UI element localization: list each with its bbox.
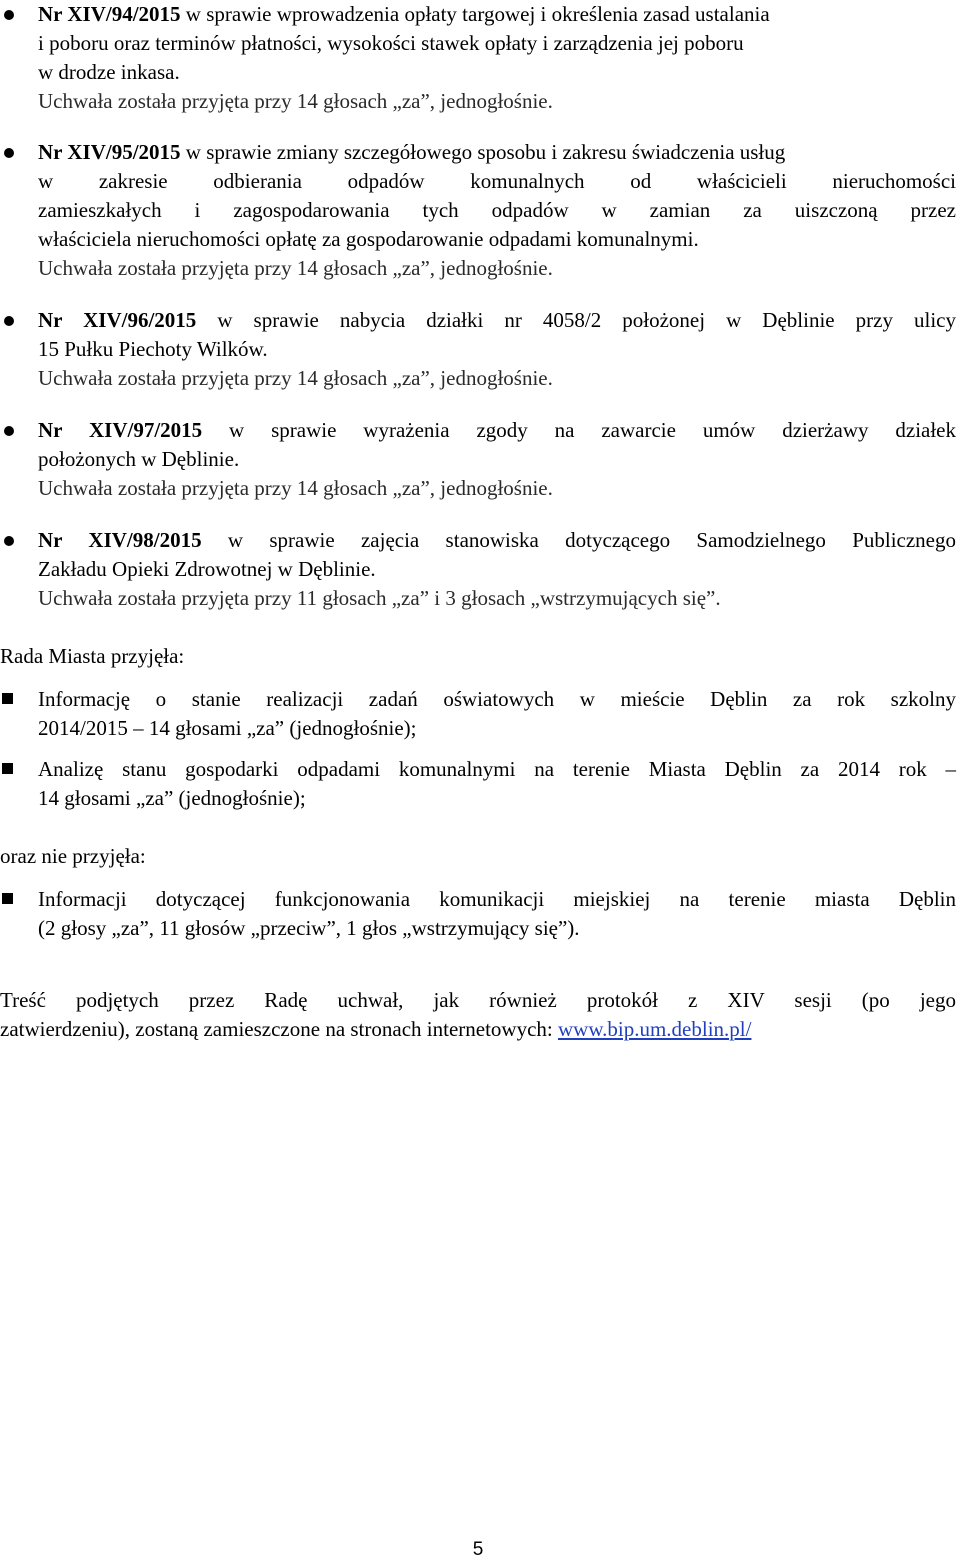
resolution-item	[38, 416, 956, 503]
bullet-dot-icon	[4, 10, 14, 20]
resolution-number: Nr XIV/98/2015	[38, 528, 202, 552]
square-bullet-icon	[2, 693, 13, 704]
resolution-subject: położonych w Dęblinie.	[38, 447, 240, 471]
resolution-subject: i poboru oraz terminów płatności, wysokości stawek opłaty i zarządzenia jej poboru	[38, 31, 744, 55]
accepted-heading: Rada Miasta przyjęła:	[0, 644, 185, 668]
resolution-vote: Uchwała została przyjęta przy 14 głosach „za”, jednogłośnie.	[38, 476, 553, 500]
resolution-subject: w sprawie wyrażenia zgody na zawarcie umów dzierżawy działek	[202, 418, 956, 442]
resolution-subject: właściciela nieruchomości opłatę za gospodarowanie odpadami komunalnymi.	[38, 227, 699, 251]
resolution-vote: Uchwała została przyjęta przy 11 głosach „za” i 3 głosach „wstrzymujących się”.	[38, 586, 721, 610]
resolution-item	[38, 138, 956, 283]
page-number: 5	[472, 1539, 484, 1560]
resolution-number: Nr XIV/97/2015	[38, 418, 203, 442]
resolution-number: Nr XIV/94/2015	[38, 2, 181, 26]
resolution-subject: w sprawie zmiany szczegółowego sposobu i zakresu świadczenia usług	[180, 140, 786, 164]
accepted-item: Informację o stanie realizacji zadań oświatowych w mieście Dęblin za rok szkolny 2014/2015 – 14 głosami „za” (jednogłośnie);	[38, 687, 956, 740]
rejected-item: Informacji dotyczącej funkcjonowania komunikacji miejskiej na terenie miasta Dęblin (2 głosy „za”, 11 głosów „przeciw”, 1 głos „wstrzymujący się”).	[38, 887, 956, 940]
resolution-subject: w drodze inkasa.	[38, 60, 180, 84]
bip-link[interactable]: www.bip.um.deblin.pl/	[558, 1017, 752, 1041]
resolution-item	[38, 0, 956, 116]
resolution-subject: 15 Pułku Piechoty Wilków.	[38, 337, 268, 361]
resolution-item	[38, 526, 956, 613]
resolution-subject: zamieszkałych i zagospodarowania tych odpadów w zamian za uiszczoną przez	[38, 198, 956, 222]
resolution-vote: Uchwała została przyjęta przy 14 głosach „za”, jednogłośnie.	[38, 256, 553, 280]
resolution-number: Nr XIV/95/2015	[38, 140, 181, 164]
bullet-dot-icon	[4, 316, 14, 326]
resolution-vote: Uchwała została przyjęta przy 14 głosach „za”, jednogłośnie.	[38, 89, 553, 113]
resolution-number: Nr XIV/96/2015	[38, 308, 197, 332]
square-bullet-icon	[2, 893, 13, 904]
resolution-subject: w sprawie wprowadzenia opłaty targowej i określenia zasad ustalania	[180, 2, 770, 26]
closing-paragraph: Treść podjętych przez Radę uchwał, jak również protokół z XIV sesji (po jego zatwierdzeniu), zostaną zamieszczone na stronach internetowych: www.bip.um.deblin.pl/	[0, 988, 956, 1041]
rejected-heading: oraz nie przyjęła:	[0, 844, 146, 868]
bullet-dot-icon	[4, 536, 14, 546]
resolution-vote: Uchwała została przyjęta przy 14 głosach „za”, jednogłośnie.	[38, 366, 553, 390]
bullet-dot-icon	[4, 148, 14, 158]
council-name: Rada Miasta	[0, 644, 106, 668]
square-bullet-icon	[2, 763, 13, 774]
resolution-subject: w sprawie zajęcia stanowiska dotyczącego Samodzielnego Publicznego	[201, 528, 957, 552]
accepted-item: Analizę stanu gospodarki odpadami komunalnymi na terenie Miasta Dęblin za 2014 rok – 14 głosami „za” (jednogłośnie);	[38, 757, 956, 810]
resolution-item	[38, 306, 956, 393]
resolution-subject: w sprawie nabycia działki nr 4058/2 położonej w Dęblinie przy ulicy	[196, 308, 956, 332]
bullet-dot-icon	[4, 426, 14, 436]
resolution-subject: Zakładu Opieki Zdrowotnej w Dęblinie.	[38, 557, 376, 581]
resolution-subject: w zakresie odbierania odpadów komunalnych od właścicieli nieruchomości	[38, 169, 956, 193]
